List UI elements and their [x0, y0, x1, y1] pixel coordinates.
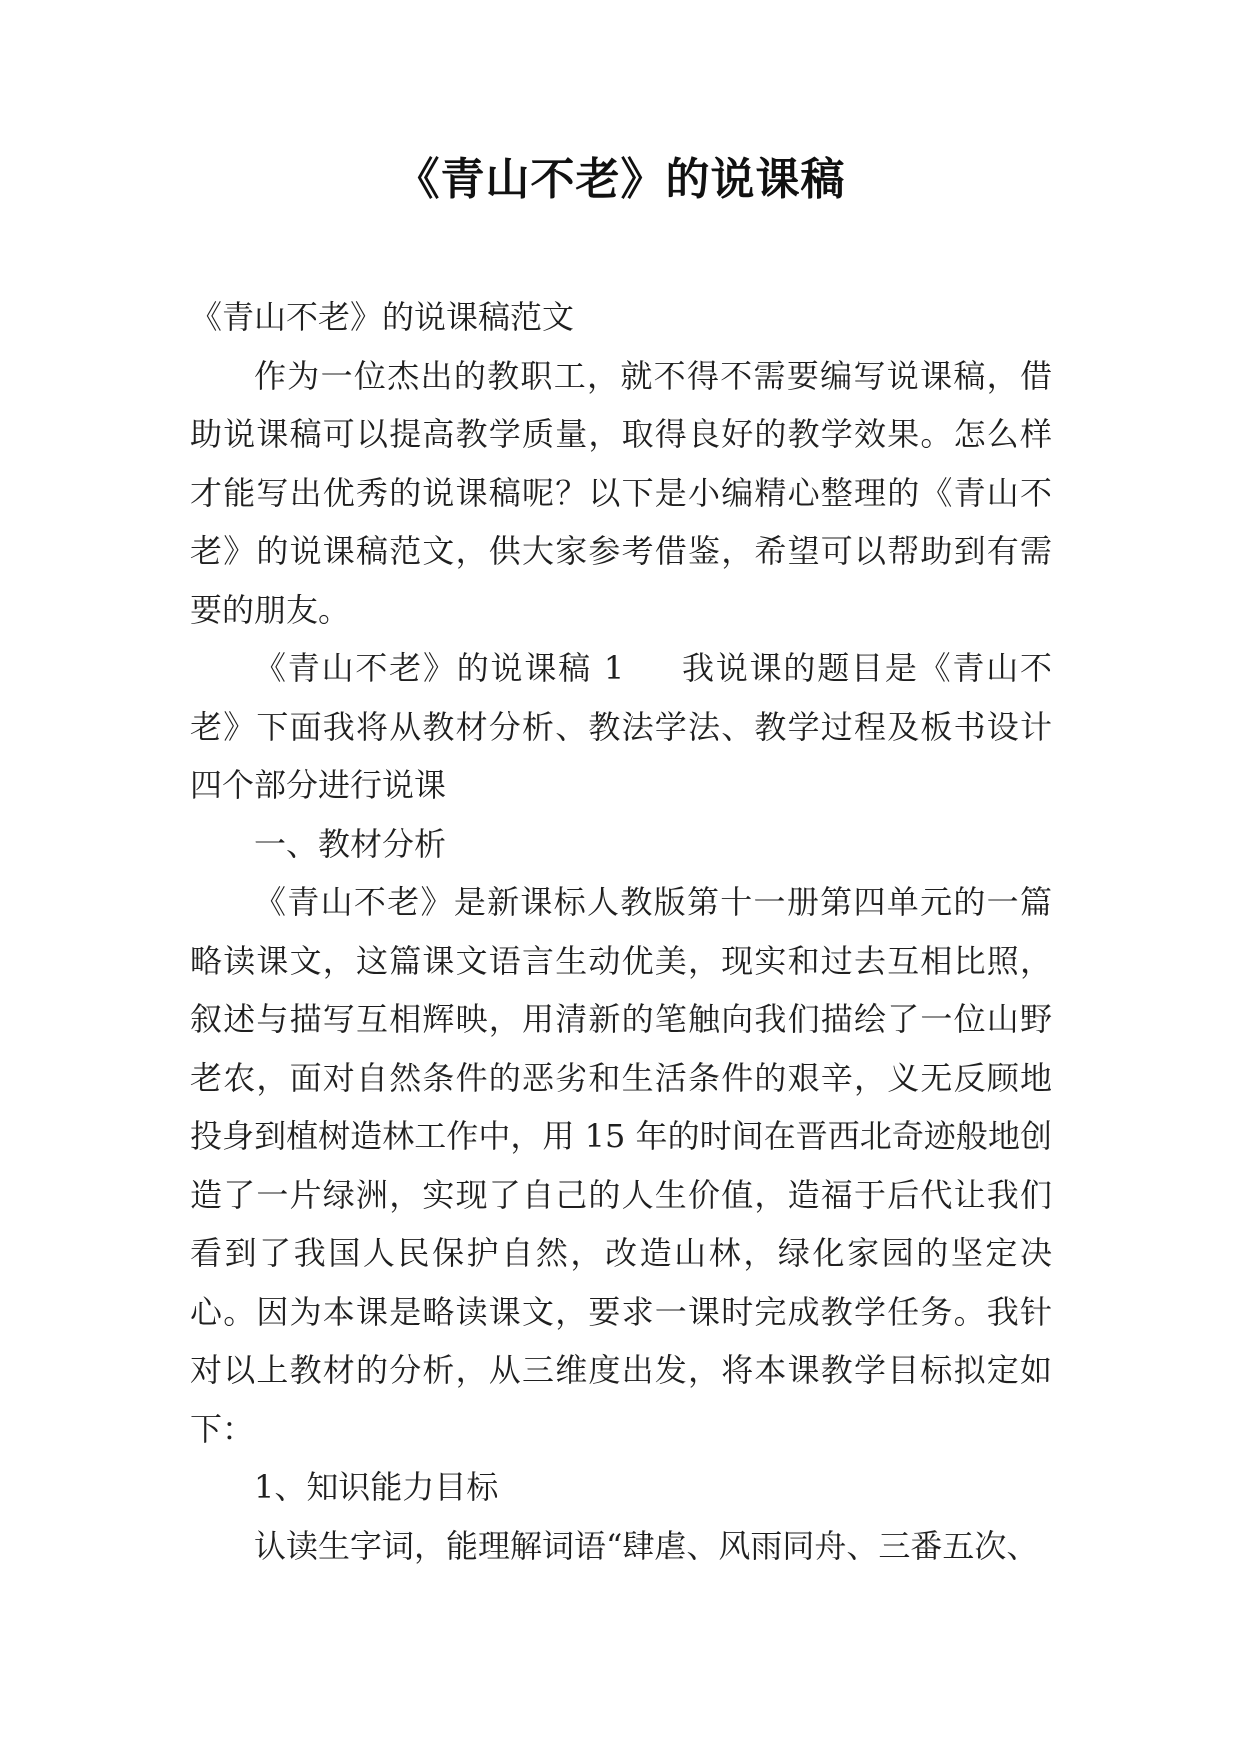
document-body: [190, 288, 1052, 1575]
paragraph-material-analysis: 《青山不老》是新课标人教版第十一册第四单元的一篇略读课文，这篇课文语言生动优美，现实和过去互相比照，叙述与描写互相辉映，用清新的笔触向我们描绘了一位山野老农，面对自然条件的恶劣和生活条件的艰辛，义无反顾地投身到植树造林工作中，用 15 年的时间在晋西北奇迹般地创造了一片绿洲，实现了自己的人生价值，造福于后代让我们看到了我国人民保护自然，改造山林，绿化家园的坚定决心。因为本课是略读课文，要求一课时完成教学任务。我针对以上教材的分析，从三维度出发，将本课教学目标拟定如下：: [190, 883, 1052, 1448]
section-lead: 我说课的题目是《青山不老》下面我将从教材分析、教法学法、教学过程及板书设计四个部分进行说课: [190, 649, 1052, 804]
paragraph-intro: 作为一位杰出的教职工，就不得不需要编写说课稿，借助说课稿可以提高教学质量，取得良好的教学效果。怎么样才能写出优秀的说课稿呢？以下是小编精心整理的《青山不老》的说课稿范文，供大家参考借鉴，希望可以帮助到有需要的朋友。: [190, 356, 1052, 629]
heading-knowledge-goal: 1、知识能力目标: [254, 1468, 499, 1506]
paragraph-subtitle: 《青山不老》的说课稿范文: [190, 298, 575, 336]
section-heading: 《青山不老》的说课稿 1: [254, 649, 625, 687]
heading-material-analysis: 一、教材分析: [254, 824, 447, 863]
paragraph-section-1: [190, 639, 1052, 815]
document-title: 《青山不老》的说课稿: [395, 154, 846, 205]
paragraph-knowledge-goal: 认读生字词，能理解词语“肆虐、风雨同舟、三番五次、: [254, 1526, 1039, 1565]
